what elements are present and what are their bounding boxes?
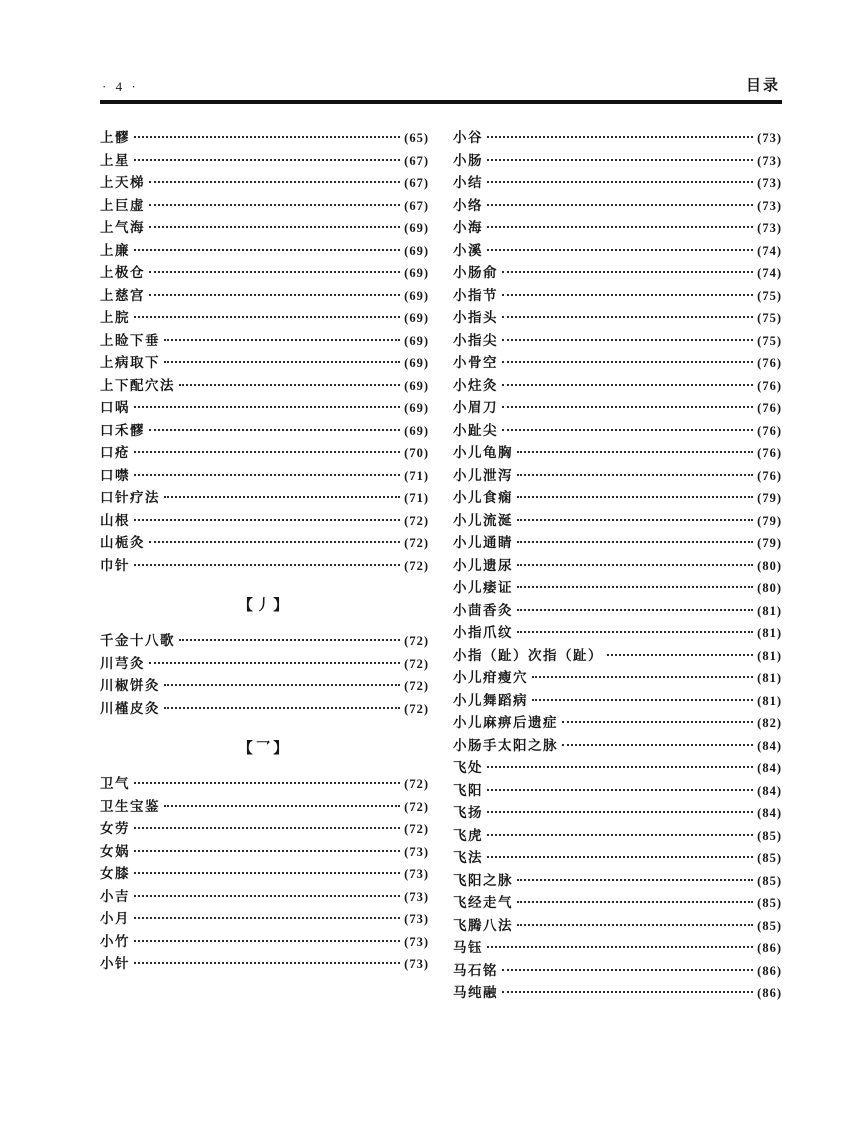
toc-entry-title: 卫气 <box>100 776 130 791</box>
toc-entry-page: (69) <box>404 333 429 348</box>
dotted-leader <box>134 872 400 874</box>
toc-entry-page: (76) <box>757 401 782 415</box>
toc-entry <box>453 239 782 262</box>
dotted-leader <box>517 451 753 453</box>
toc-entry-title: 女劳 <box>100 821 130 836</box>
dotted-leader <box>134 519 400 521</box>
toc-entry-page: (65) <box>404 131 429 145</box>
toc-entry <box>100 306 429 329</box>
toc-entry <box>100 171 429 194</box>
toc-entry <box>453 509 782 532</box>
toc-entry-title: 川槿皮灸 <box>100 700 160 716</box>
dotted-leader <box>164 684 400 686</box>
toc-entry <box>453 126 782 149</box>
toc-entry <box>100 930 429 953</box>
toc-entry-page: (72) <box>404 701 429 716</box>
toc-entry-title: 口噤 <box>100 467 130 483</box>
toc-entry <box>453 959 782 982</box>
toc-entry-page: (69) <box>404 266 429 280</box>
toc-entry-title: 上髎 <box>100 130 130 145</box>
toc-entry-page: (84) <box>757 738 782 753</box>
toc-entry-page: (73) <box>757 131 782 145</box>
toc-entry-page: (69) <box>404 288 429 303</box>
toc-entry-page: (72) <box>404 536 429 550</box>
toc-entry <box>453 666 782 689</box>
dotted-leader <box>502 271 753 273</box>
toc-columns <box>100 126 782 1004</box>
toc-entry <box>100 862 429 885</box>
toc-entry-title: 小竹 <box>100 933 130 949</box>
dotted-leader <box>487 249 753 251</box>
dotted-leader <box>149 662 400 664</box>
toc-entry-page: (86) <box>757 963 782 978</box>
dotted-leader <box>487 181 753 183</box>
toc-entry-page: (73) <box>404 844 429 859</box>
dotted-leader <box>134 136 400 138</box>
toc-entry <box>100 261 429 284</box>
toc-entry-title: 小茴香灸 <box>453 602 513 618</box>
toc-entry-title: 女娲 <box>100 843 130 859</box>
toc-entry-page: (72) <box>404 558 429 573</box>
toc-entry <box>100 441 429 464</box>
toc-entry-title: 上天梯 <box>100 175 145 190</box>
toc-entry-page: (84) <box>757 783 782 798</box>
toc-entry-title: 小结 <box>453 175 483 190</box>
dotted-leader <box>134 917 400 919</box>
toc-entry <box>100 149 429 172</box>
toc-entry-page: (85) <box>757 851 782 865</box>
toc-entry-title: 小儿泄泻 <box>453 467 513 483</box>
toc-entry-title: 上慈宫 <box>100 287 145 303</box>
toc-entry-title: 飞腾八法 <box>453 917 513 933</box>
toc-entry <box>100 795 429 818</box>
toc-entry <box>100 907 429 930</box>
toc-entry-title: 小肠手太阳之脉 <box>453 737 558 753</box>
toc-entry <box>453 194 782 217</box>
dotted-leader <box>149 429 400 431</box>
toc-entry <box>453 306 782 329</box>
toc-entry-title: 小溪 <box>453 242 483 258</box>
toc-entry-title: 川芎灸 <box>100 655 145 671</box>
toc-entry <box>453 441 782 464</box>
dotted-leader <box>517 496 753 498</box>
dotted-leader <box>134 316 400 318</box>
toc-entry <box>100 629 429 652</box>
dotted-leader <box>517 924 753 926</box>
toc-entry-page: (67) <box>404 198 429 213</box>
toc-entry-title: 小海 <box>453 220 483 235</box>
dotted-leader <box>149 294 400 296</box>
toc-entry-title: 巾针 <box>100 557 130 573</box>
toc-entry-title: 小肠俞 <box>453 265 498 280</box>
toc-entry-title: 小儿麻痹后遗症 <box>453 715 558 730</box>
dotted-leader <box>134 850 400 852</box>
dotted-leader <box>502 294 753 296</box>
toc-entry <box>100 329 429 352</box>
dotted-leader <box>134 895 400 897</box>
toc-entry <box>100 486 429 509</box>
toc-entry-title: 上巨虚 <box>100 197 145 213</box>
dotted-leader <box>149 541 400 543</box>
toc-entry <box>453 914 782 937</box>
dotted-leader <box>517 564 753 566</box>
toc-entry-title: 上气海 <box>100 220 145 235</box>
toc-entry <box>453 329 782 352</box>
dotted-leader <box>502 316 753 318</box>
toc-entry-title: 小眉刀 <box>453 400 498 415</box>
dotted-leader <box>487 834 753 836</box>
dotted-leader <box>517 879 753 881</box>
toc-entry <box>100 554 429 577</box>
dotted-leader <box>164 805 400 807</box>
dotted-leader <box>502 384 753 386</box>
dotted-leader <box>487 811 753 813</box>
toc-entry-title: 上廉 <box>100 242 130 258</box>
dotted-leader <box>487 226 753 228</box>
dotted-leader <box>517 586 753 588</box>
section-header-label: 【乛】 <box>238 741 291 757</box>
toc-entry-page: (67) <box>404 153 429 168</box>
toc-entry-title: 口针疗法 <box>100 490 160 505</box>
header-title: 目录 <box>745 78 780 94</box>
toc-entry-title: 小指爪纹 <box>453 625 513 640</box>
toc-entry <box>453 644 782 667</box>
toc-entry-page: (86) <box>757 941 782 955</box>
toc-entry-page: (72) <box>404 799 429 814</box>
dotted-leader <box>164 361 400 363</box>
toc-entry-page: (73) <box>404 957 429 971</box>
page-header <box>100 74 782 100</box>
toc-entry-page: (85) <box>757 896 782 910</box>
toc-entry-title: 小儿疳瘦穴 <box>453 670 528 685</box>
toc-entry-page: (72) <box>404 679 429 693</box>
toc-entry-page: (75) <box>757 311 782 325</box>
toc-entry <box>100 817 429 840</box>
toc-entry-page: (74) <box>757 243 782 258</box>
toc-entry <box>100 674 429 697</box>
toc-entry-page: (72) <box>404 656 429 671</box>
dotted-leader <box>502 406 753 408</box>
dotted-leader <box>607 654 753 656</box>
toc-entry-page: (69) <box>404 401 429 415</box>
dotted-leader <box>149 181 400 183</box>
toc-entry-page: (76) <box>757 356 782 370</box>
dotted-leader <box>134 564 400 566</box>
toc-entry-title: 上下配穴法 <box>100 377 175 393</box>
dotted-leader <box>487 204 753 206</box>
toc-entry-title: 小指（趾）次指（趾） <box>453 647 603 663</box>
toc-entry-page: (76) <box>757 378 782 393</box>
toc-entry-page: (85) <box>757 873 782 888</box>
dotted-leader <box>517 541 753 543</box>
toc-entry-page: (75) <box>757 333 782 348</box>
toc-entry-title: 飞阳 <box>453 782 483 798</box>
dotted-leader <box>134 451 400 453</box>
toc-entry-title: 小谷 <box>453 130 483 145</box>
dotted-leader <box>134 249 400 251</box>
toc-entry <box>453 216 782 239</box>
toc-entry-page: (85) <box>757 828 782 843</box>
toc-entry-title: 上星 <box>100 152 130 168</box>
toc-entry-title: 小骨空 <box>453 355 498 370</box>
dotted-leader <box>517 474 753 476</box>
toc-entry-title: 上睑下垂 <box>100 332 160 348</box>
toc-entry <box>100 239 429 262</box>
toc-entry-title: 小儿龟胸 <box>453 445 513 460</box>
toc-entry-title: 飞法 <box>453 850 483 865</box>
dotted-leader <box>149 226 400 228</box>
toc-entry <box>100 509 429 532</box>
toc-entry <box>453 576 782 599</box>
toc-entry-title: 小儿食痫 <box>453 490 513 505</box>
dotted-leader <box>502 339 753 341</box>
toc-entry-page: (71) <box>404 491 429 505</box>
toc-entry-title: 卫生宝鉴 <box>100 798 160 814</box>
toc-entry-page: (72) <box>404 634 429 648</box>
dotted-leader <box>134 474 400 476</box>
dotted-leader <box>502 991 753 993</box>
toc-entry-page: (79) <box>757 536 782 550</box>
dotted-leader <box>134 940 400 942</box>
toc-entry <box>453 869 782 892</box>
toc-entry-page: (79) <box>757 491 782 505</box>
toc-entry-title: 小月 <box>100 911 130 926</box>
toc-entry <box>453 374 782 397</box>
dotted-leader <box>179 639 400 641</box>
dotted-leader <box>562 744 753 746</box>
toc-entry <box>453 396 782 419</box>
toc-entry-title: 飞虎 <box>453 827 483 843</box>
toc-entry-page: (69) <box>404 311 429 325</box>
dotted-leader <box>517 609 753 611</box>
dotted-leader <box>517 901 753 903</box>
toc-entry <box>100 952 429 975</box>
toc-entry-title: 小肠 <box>453 152 483 168</box>
toc-entry <box>453 261 782 284</box>
toc-entry <box>453 689 782 712</box>
toc-entry <box>453 734 782 757</box>
toc-entry <box>453 554 782 577</box>
toc-entry-title: 飞经走气 <box>453 895 513 910</box>
toc-entry-title: 飞扬 <box>453 805 483 820</box>
toc-entry-page: (73) <box>757 153 782 168</box>
dotted-leader <box>134 962 400 964</box>
toc-entry <box>453 981 782 1004</box>
toc-right-column <box>453 126 782 1004</box>
dotted-leader <box>164 339 400 341</box>
toc-entry-title: 山根 <box>100 512 130 528</box>
toc-entry <box>100 531 429 554</box>
toc-entry-page: (73) <box>404 934 429 949</box>
toc-entry <box>100 697 429 720</box>
dotted-leader <box>149 271 400 273</box>
toc-entry <box>453 171 782 194</box>
toc-entry-title: 口㖞 <box>100 400 130 415</box>
toc-entry-title: 山栀灸 <box>100 535 145 550</box>
toc-entry-title: 马石铭 <box>453 962 498 978</box>
dotted-leader <box>517 631 753 633</box>
toc-entry-page: (86) <box>757 986 782 1000</box>
toc-entry-page: (72) <box>404 777 429 791</box>
toc-entry-title: 小儿遗尿 <box>453 557 513 573</box>
toc-entry <box>453 846 782 869</box>
dotted-leader <box>502 969 753 971</box>
section-header <box>100 594 429 617</box>
dotted-leader <box>487 766 753 768</box>
dotted-leader <box>502 429 753 431</box>
toc-entry <box>453 801 782 824</box>
toc-entry-title: 小儿流涎 <box>453 512 513 528</box>
toc-entry-title: 上极仓 <box>100 265 145 280</box>
toc-entry-page: (84) <box>757 806 782 820</box>
dotted-leader <box>517 519 753 521</box>
toc-entry-page: (81) <box>757 626 782 640</box>
toc-left-column <box>100 126 429 1004</box>
toc-entry <box>453 824 782 847</box>
toc-entry-page: (82) <box>757 716 782 730</box>
toc-entry-title: 飞阳之脉 <box>453 872 513 888</box>
toc-entry-title: 马纯融 <box>453 985 498 1000</box>
toc-entry <box>100 885 429 908</box>
toc-entry-page: (80) <box>757 558 782 573</box>
toc-entry-title: 小趾尖 <box>453 422 498 438</box>
toc-entry-page: (73) <box>404 889 429 904</box>
toc-entry <box>100 772 429 795</box>
toc-entry-page: (76) <box>757 423 782 438</box>
dotted-leader <box>487 856 753 858</box>
toc-entry <box>453 711 782 734</box>
toc-entry <box>453 284 782 307</box>
toc-entry <box>100 351 429 374</box>
dotted-leader <box>134 782 400 784</box>
toc-entry-title: 小针 <box>100 956 130 971</box>
dotted-leader <box>532 699 753 701</box>
dotted-leader <box>487 946 753 948</box>
toc-entry-page: (81) <box>757 603 782 618</box>
toc-entry-title: 口疮 <box>100 445 130 460</box>
toc-entry <box>453 936 782 959</box>
toc-entry-title: 小吉 <box>100 888 130 904</box>
dotted-leader <box>134 406 400 408</box>
toc-entry-page: (84) <box>757 761 782 775</box>
toc-entry <box>100 194 429 217</box>
toc-entry-page: (69) <box>404 423 429 438</box>
toc-entry-page: (73) <box>757 221 782 235</box>
section-header <box>100 737 429 760</box>
toc-entry-page: (70) <box>404 446 429 460</box>
dotted-leader <box>487 136 753 138</box>
toc-entry-page: (81) <box>757 693 782 708</box>
toc-entry <box>453 464 782 487</box>
dotted-leader <box>487 789 753 791</box>
toc-entry-title: 小指头 <box>453 310 498 325</box>
toc-entry <box>453 149 782 172</box>
toc-entry-page: (81) <box>757 648 782 663</box>
toc-entry-page: (81) <box>757 671 782 685</box>
toc-entry-title: 女膝 <box>100 866 130 881</box>
toc-entry-page: (69) <box>404 378 429 393</box>
dotted-leader <box>149 204 400 206</box>
toc-entry <box>453 891 782 914</box>
dotted-leader <box>134 827 400 829</box>
toc-entry-page: (74) <box>757 266 782 280</box>
toc-entry-page: (73) <box>757 176 782 190</box>
toc-entry-title: 飞处 <box>453 760 483 775</box>
toc-entry <box>453 531 782 554</box>
toc-entry <box>453 351 782 374</box>
toc-entry-title: 小儿舞蹈病 <box>453 692 528 708</box>
toc-entry-title: 马钰 <box>453 940 483 955</box>
header-rule <box>100 100 782 104</box>
toc-entry-title: 小炷灸 <box>453 377 498 393</box>
dotted-leader <box>502 361 753 363</box>
toc-entry <box>453 419 782 442</box>
dotted-leader <box>487 159 753 161</box>
toc-entry <box>100 652 429 675</box>
toc-entry <box>453 486 782 509</box>
toc-entry-title: 上病取下 <box>100 355 160 370</box>
toc-entry <box>100 284 429 307</box>
toc-entry-page: (69) <box>404 243 429 258</box>
dotted-leader <box>562 721 753 723</box>
toc-entry-page: (79) <box>757 513 782 528</box>
toc-entry-page: (73) <box>757 198 782 213</box>
toc-entry <box>100 464 429 487</box>
toc-entry-title: 川椒饼灸 <box>100 678 160 693</box>
toc-entry-title: 千金十八歌 <box>100 633 175 648</box>
toc-entry-page: (67) <box>404 176 429 190</box>
toc-entry-page: (76) <box>757 446 782 460</box>
toc-entry <box>453 599 782 622</box>
toc-entry-title: 小络 <box>453 197 483 213</box>
toc-entry-title: 口禾髎 <box>100 422 145 438</box>
toc-entry-page: (69) <box>404 221 429 235</box>
toc-entry <box>100 840 429 863</box>
section-header-label: 【丿】 <box>238 598 291 614</box>
toc-entry-title: 小指尖 <box>453 332 498 348</box>
toc-entry-page: (72) <box>404 513 429 528</box>
toc-entry-title: 上脘 <box>100 310 130 325</box>
dotted-leader <box>164 496 400 498</box>
toc-entry-page: (75) <box>757 288 782 303</box>
toc-entry <box>100 374 429 397</box>
toc-entry <box>100 396 429 419</box>
toc-entry-page: (73) <box>404 867 429 881</box>
toc-entry-page: (69) <box>404 356 429 370</box>
dotted-leader <box>179 384 400 386</box>
toc-entry-page: (73) <box>404 912 429 926</box>
toc-entry <box>100 419 429 442</box>
toc-entry-title: 小儿通睛 <box>453 535 513 550</box>
toc-entry <box>453 779 782 802</box>
dotted-leader <box>532 676 753 678</box>
toc-entry <box>453 756 782 779</box>
dotted-leader <box>134 159 400 161</box>
toc-entry <box>100 216 429 239</box>
page-number: · 4 · <box>102 79 139 94</box>
toc-entry-title: 小儿痿证 <box>453 580 513 595</box>
toc-entry <box>100 126 429 149</box>
toc-entry-title: 小指节 <box>453 287 498 303</box>
toc-entry-page: (80) <box>757 581 782 595</box>
dotted-leader <box>164 707 400 709</box>
toc-entry-page: (76) <box>757 468 782 483</box>
toc-entry-page: (71) <box>404 468 429 483</box>
toc-entry-page: (72) <box>404 822 429 836</box>
toc-entry <box>453 621 782 644</box>
toc-entry-page: (85) <box>757 918 782 933</box>
